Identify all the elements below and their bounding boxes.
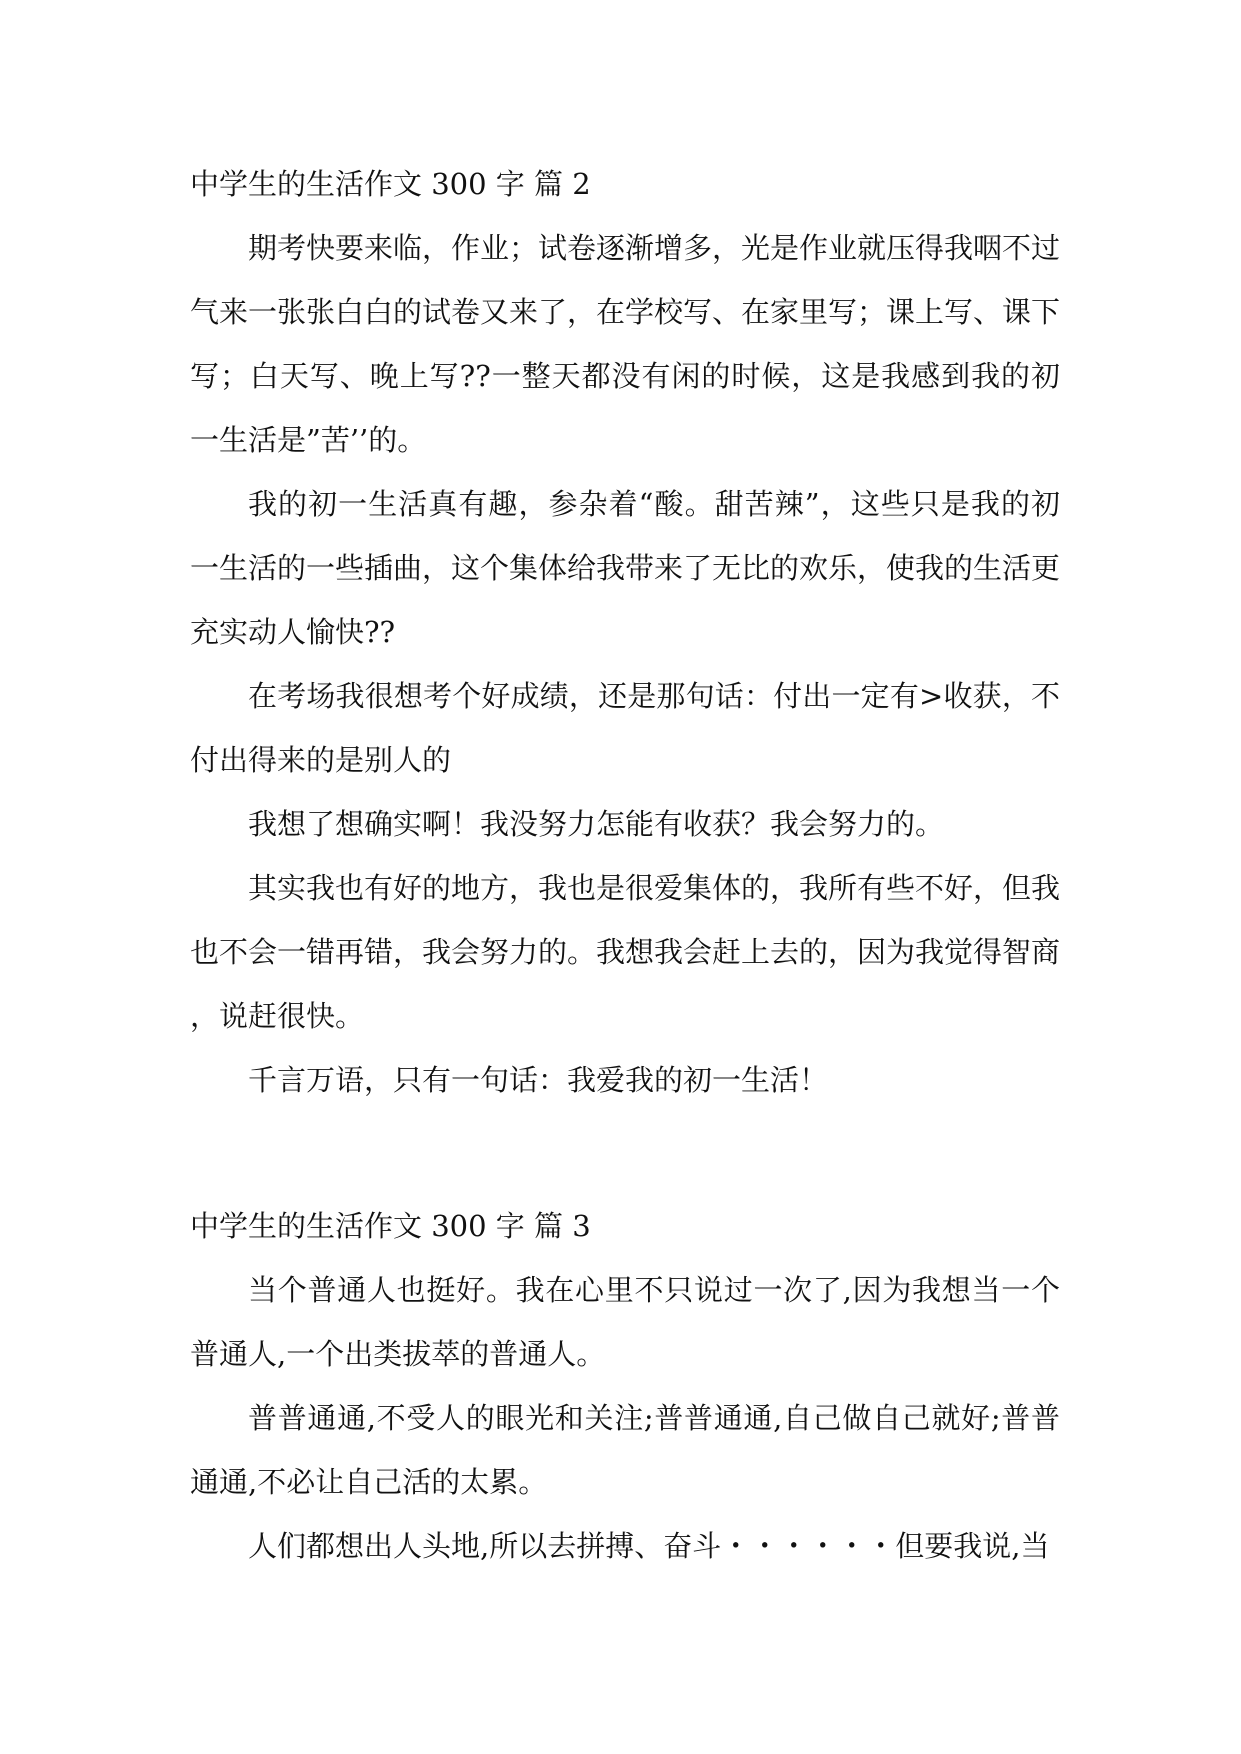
- paragraph: 在考场我很想考个好成绩，还是那句话：付出一定有>收获，不付出得来的是别人的: [190, 679, 1060, 777]
- paragraph: 其实我也有好的地方，我也是很爱集体的，我所有些不好，但我也不会一错再错，我会努力的。我想我会赶上去的，因为我觉得智商，说赶很快。: [190, 871, 1061, 1033]
- section-heading: 中学生的生活作文 300 字 篇 3: [190, 1209, 591, 1243]
- paragraph: 当个普通人也挺好。我在心里不只说过一次了,因为我想当一个普通人,一个出类拔萃的普通人。: [190, 1273, 1060, 1371]
- paragraph: 期考快要来临，作业；试卷逐渐增多，光是作业就压得我咽不过气来一张张白白的试卷又来了，在学校写、在家里写；课上写、课下写；白天写、晚上写??一整天都没有闲的时候，这是我感到我的初一生活是”苦’’的。: [190, 231, 1061, 457]
- section-heading: 中学生的生活作文 300 字 篇 2: [190, 167, 591, 201]
- essay-section-2: [190, 152, 1060, 1112]
- paragraph: 我的初一生活真有趣，参杂着“酸。甜苦辣”，这些只是我的初一生活的一些插曲，这个集体给我带来了无比的欢乐，使我的生活更充实动人愉快??: [190, 487, 1061, 649]
- paragraph: 人们都想出人头地,所以去拼搏、奋斗・・・・・・但要我说,当: [248, 1529, 1050, 1563]
- paragraph: 我想了想确实啊！我没努力怎能有收获？我会努力的。: [248, 807, 945, 841]
- paragraph: 普普通通,不受人的眼光和关注;普普通通,自己做自己就好;普普通通,不必让自己活的太累。: [190, 1401, 1060, 1499]
- paragraph: 千言万语，只有一句话：我爱我的初一生活！: [248, 1063, 829, 1097]
- essay-section-3: [190, 1194, 1060, 1578]
